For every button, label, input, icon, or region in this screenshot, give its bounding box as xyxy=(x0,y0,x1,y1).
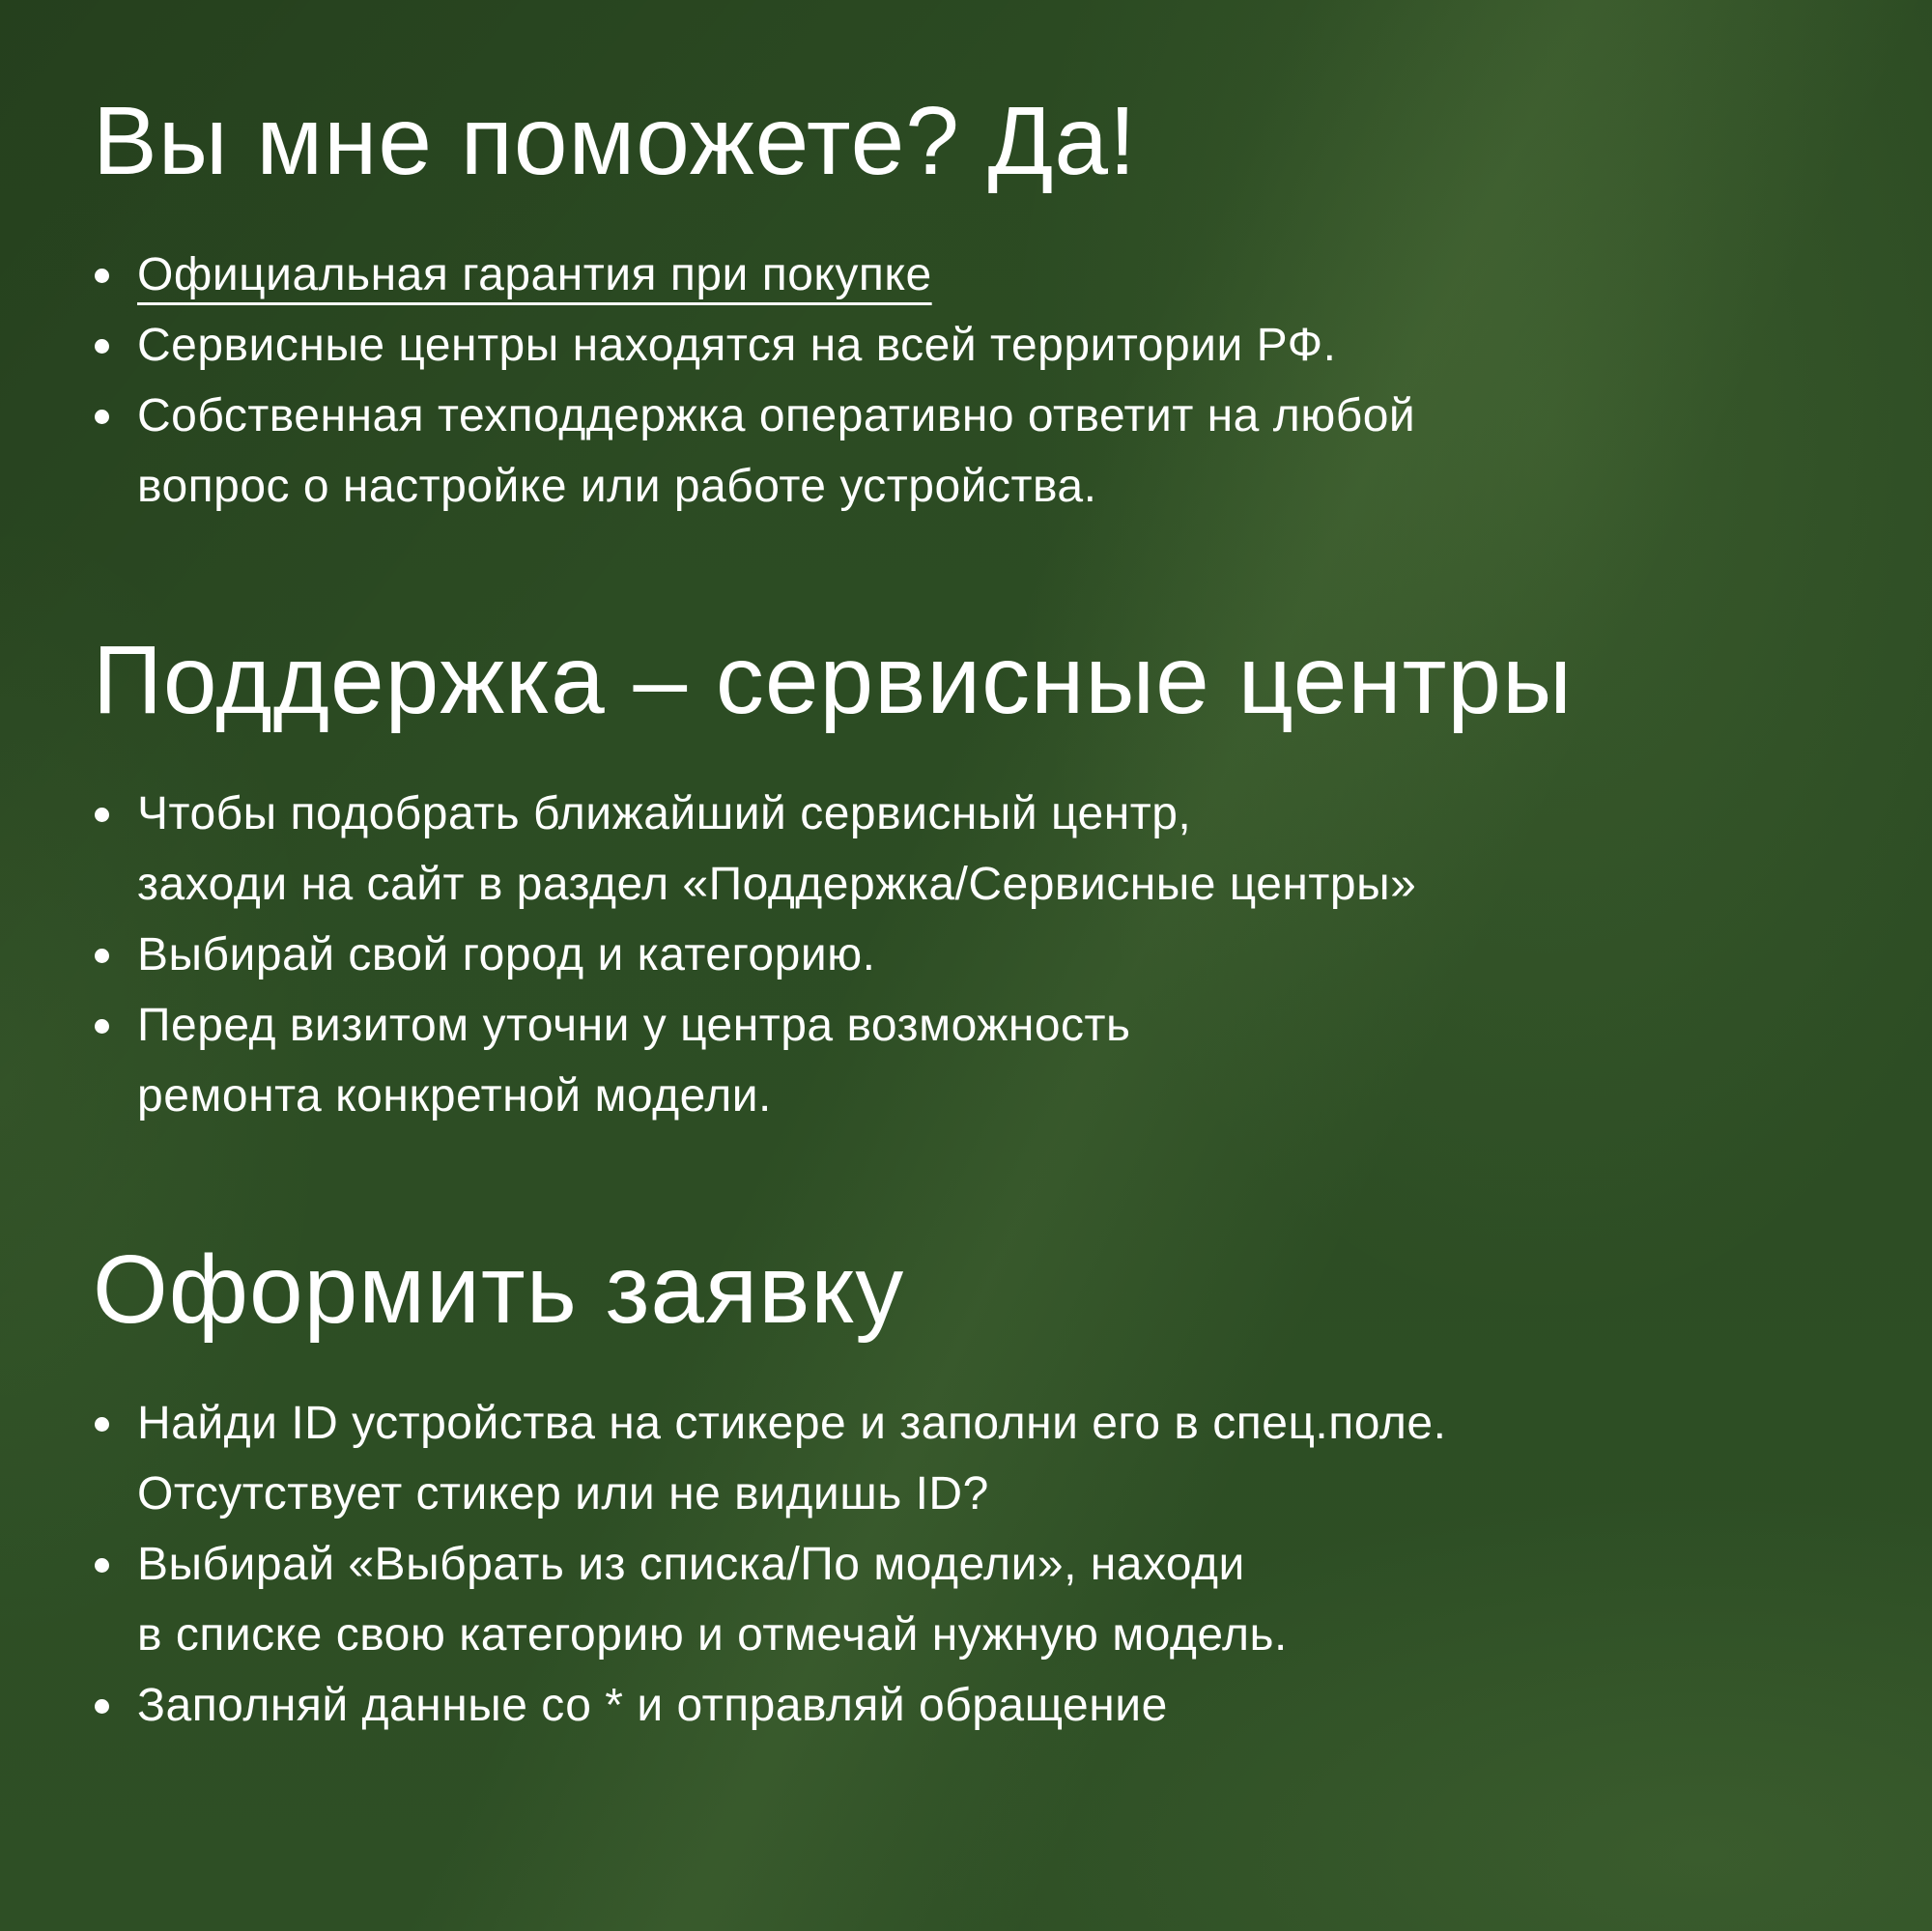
bullet-text: Выбирай «Выбрать из списка/По модели», находи xyxy=(137,1539,1245,1590)
bullet-dot-icon xyxy=(95,1699,109,1714)
list-item xyxy=(93,1529,1839,1670)
list-item xyxy=(93,990,1839,1131)
bullet-dot-icon xyxy=(95,1019,109,1034)
bullet-text: ремонта конкретной модели. xyxy=(137,1070,772,1122)
bullet-text: Собственная техподдержка оперативно ответит на любой xyxy=(137,390,1416,441)
list-item xyxy=(93,381,1839,522)
bullet-dot-icon xyxy=(95,808,109,822)
page-title: Вы мне поможете? Да! xyxy=(93,87,1137,195)
bullet-dot-icon xyxy=(95,410,109,424)
bullet-dot-icon xyxy=(95,269,109,283)
bullet-text: заходи на сайт в раздел «Поддержка/Сервисные центры» xyxy=(137,859,1417,910)
section-service-centers xyxy=(93,626,1839,1131)
warranty-link[interactable]: Официальная гарантия при покупке xyxy=(137,249,932,300)
bullet-text: Выбирай свой город и категорию. xyxy=(137,929,876,980)
bullet-text: Найди ID устройства на стикере и заполни его в спец.поле. xyxy=(137,1398,1447,1449)
list-item xyxy=(93,1388,1839,1529)
bullet-text: Заполняй данные со * и отправляй обращение xyxy=(137,1680,1168,1731)
bullet-list-help xyxy=(93,240,1839,522)
bullet-text: Перед визитом уточни у центра возможность xyxy=(137,1000,1131,1051)
bullet-dot-icon xyxy=(95,339,109,354)
bullet-list-service-centers xyxy=(93,779,1839,1131)
bullet-dot-icon xyxy=(95,1417,109,1432)
bullet-dot-icon xyxy=(95,949,109,963)
section-title-service-centers: Поддержка – сервисные центры xyxy=(93,626,1573,734)
list-item xyxy=(93,240,1839,310)
section-submit-request xyxy=(93,1235,1839,1741)
list-item xyxy=(93,310,1839,381)
bullet-dot-icon xyxy=(95,1558,109,1573)
section-title-submit-request: Оформить заявку xyxy=(93,1235,905,1344)
list-item xyxy=(93,779,1839,920)
bullet-text: Отсутствует стикер или не видишь ID? xyxy=(137,1468,989,1519)
bullet-text: Сервисные центры находятся на всей территории РФ. xyxy=(137,320,1337,371)
bullet-text: Чтобы подобрать ближайший сервисный центр, xyxy=(137,788,1192,839)
bullet-text: вопрос о настройке или работе устройства. xyxy=(137,461,1097,512)
section-help xyxy=(93,87,1839,522)
bullet-text: в списке свою категорию и отмечай нужную модель. xyxy=(137,1609,1288,1661)
list-item xyxy=(93,1670,1839,1741)
list-item xyxy=(93,920,1839,990)
bullet-list-submit-request xyxy=(93,1388,1839,1741)
